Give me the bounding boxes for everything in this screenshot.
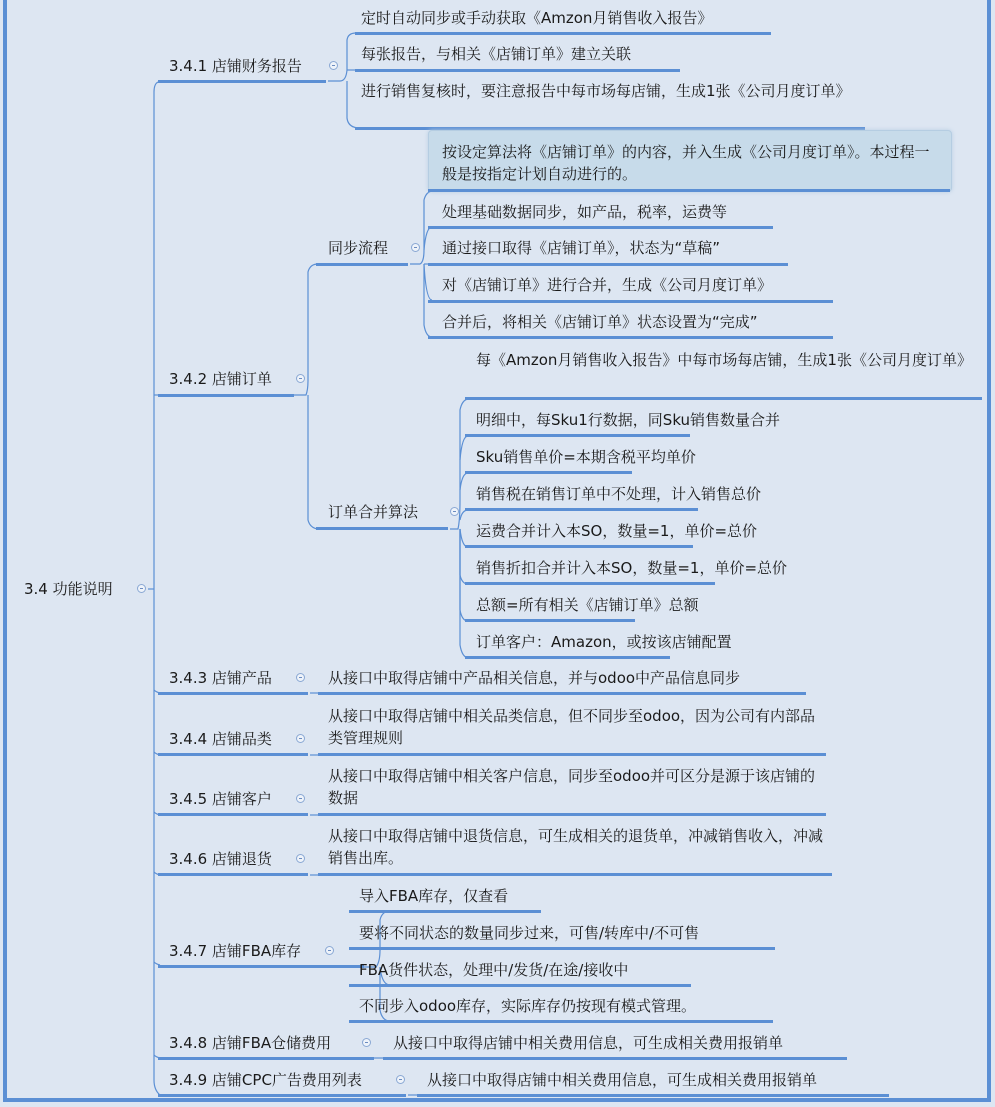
collapse-3-4-2-icon[interactable] — [296, 374, 305, 383]
underline — [355, 32, 771, 35]
subtopic-3-4-1-3[interactable]: 进行销售复核时，要注意报告中每市场每店铺，生成1张《公司月度订单》 — [361, 82, 851, 100]
underline — [465, 397, 982, 400]
merge-rule-4[interactable]: 销售税在销售订单中不处理，计入销售总价 — [476, 485, 762, 503]
underline — [318, 813, 826, 816]
collapse-3-4-1-icon[interactable] — [329, 61, 338, 70]
merge-rule-3[interactable]: Sku销售单价=本期含税平均单价 — [476, 448, 696, 466]
sync-step-2[interactable]: 通过接口取得《店铺订单》，状态为“草稿” — [442, 239, 721, 257]
merge-rule-1[interactable]: 每《Amzon月销售收入报告》中每市场每店铺，生成1张《公司月度订单》 — [476, 351, 972, 369]
merge-rule-8[interactable]: 订单客户：Amazon，或按该店铺配置 — [476, 633, 732, 651]
underline — [158, 1094, 406, 1097]
underline — [158, 1057, 374, 1060]
underline — [428, 336, 833, 339]
underline — [318, 692, 806, 695]
underline — [158, 965, 364, 968]
topic-3-4-5[interactable]: 3.4.5 店铺客户 — [169, 790, 272, 808]
topic-3-4-2[interactable]: 3.4.2 店铺订单 — [169, 370, 272, 388]
underline — [158, 813, 308, 816]
fba-item-2[interactable]: 要将不同状态的数量同步过来，可售/转库中/不可售 — [359, 924, 700, 942]
collapse-3-4-4-icon[interactable] — [296, 734, 305, 743]
underline — [465, 471, 632, 474]
topic-3-4-2-underline — [158, 394, 294, 397]
root-topic[interactable]: 3.4 功能说明 — [24, 580, 113, 598]
underline — [465, 545, 693, 548]
underline — [465, 582, 715, 585]
underline — [428, 300, 833, 303]
collapse-sync-flow-icon[interactable] — [411, 243, 420, 252]
collapse-3-4-9-icon[interactable] — [396, 1075, 405, 1084]
topic-3-4-8[interactable]: 3.4.8 店铺FBA仓储费用 — [169, 1034, 332, 1052]
collapse-3-4-3-icon[interactable] — [296, 673, 305, 682]
topic-3-4-1[interactable]: 3.4.1 店铺财务报告 — [169, 57, 302, 75]
underline — [349, 984, 691, 987]
collapse-3-4-5-icon[interactable] — [296, 794, 305, 803]
underline — [417, 1094, 889, 1097]
underline — [349, 947, 775, 950]
underline — [316, 263, 408, 266]
underline — [428, 263, 788, 266]
underline — [158, 873, 308, 876]
topic-3-4-1-underline — [158, 80, 326, 83]
topic-3-4-6[interactable]: 3.4.6 店铺退货 — [169, 850, 272, 868]
subtopic-3-4-1-2[interactable]: 每张报告，与相关《店铺订单》建立关联 — [361, 45, 632, 63]
underline — [316, 527, 448, 530]
underline — [428, 189, 950, 192]
fba-item-4[interactable]: 不同步入odoo库存，实际库存仍按现有模式管理。 — [359, 997, 697, 1015]
collapse-3-4-6-icon[interactable] — [296, 854, 305, 863]
underline — [465, 508, 698, 511]
subtopic-3-4-1-1[interactable]: 定时自动同步或手动获取《Amzon月销售收入报告》 — [361, 9, 713, 27]
collapse-3-4-7-icon[interactable] — [325, 946, 334, 955]
sync-step-1[interactable]: 处理基础数据同步，如产品，税率，运费等 — [442, 203, 728, 221]
subtopic-merge-algorithm[interactable]: 订单合并算法 — [328, 503, 419, 521]
merge-rule-5[interactable]: 运费合并计入本SO，数量=1，单价=总价 — [476, 522, 758, 540]
fba-item-3[interactable]: FBA货件状态，处理中/发货/在途/接收中 — [359, 961, 629, 979]
underline — [158, 753, 308, 756]
subtopic-3-4-5-1[interactable]: 从接口中取得店铺中相关客户信息，同步至odoo并可区分是源于该店铺的数据 — [328, 767, 816, 807]
fba-item-1[interactable]: 导入FBA库存，仅查看 — [359, 887, 509, 905]
collapse-merge-algorithm-icon[interactable] — [450, 507, 459, 516]
topic-3-4-7[interactable]: 3.4.7 店铺FBA库存 — [169, 942, 302, 960]
topic-3-4-9[interactable]: 3.4.9 店铺CPC广告费用列表 — [169, 1071, 362, 1089]
underline — [465, 434, 690, 437]
sync-flow-note: 按设定算法将《店铺订单》的内容，并入生成《公司月度订单》。本过程一般是按指定计划自动进行的。 — [442, 143, 930, 183]
underline — [465, 619, 635, 622]
subtopic-3-4-4-1[interactable]: 从接口中取得店铺中相关品类信息，但不同步至odoo，因为公司有内部品类管理规则 — [328, 707, 816, 747]
sync-step-3[interactable]: 对《店铺订单》进行合并，生成《公司月度订单》 — [442, 276, 773, 294]
collapse-3-4-8-icon[interactable] — [362, 1038, 371, 1047]
subtopic-sync-flow[interactable]: 同步流程 — [328, 239, 389, 257]
subtopic-3-4-8-1[interactable]: 从接口中取得店铺中相关费用信息，可生成相关费用报销单 — [393, 1034, 784, 1052]
sync-step-4[interactable]: 合并后，将相关《店铺订单》状态设置为“完成” — [442, 313, 758, 331]
underline — [349, 910, 541, 913]
underline — [318, 753, 826, 756]
underline — [318, 873, 832, 876]
subtopic-3-4-9-1[interactable]: 从接口中取得店铺中相关费用信息，可生成相关费用报销单 — [427, 1071, 818, 1089]
underline — [158, 692, 308, 695]
subtopic-3-4-6-1[interactable]: 从接口中取得店铺中退货信息，可生成相关的退货单，冲减销售收入，冲减销售出库。 — [328, 827, 824, 867]
merge-rule-7[interactable]: 总额=所有相关《店铺订单》总额 — [476, 596, 699, 614]
subtopic-3-4-3-1[interactable]: 从接口中取得店铺中产品相关信息，并与odoo中产品信息同步 — [328, 669, 741, 687]
underline — [355, 69, 680, 72]
underline — [383, 1057, 847, 1060]
underline — [349, 1020, 773, 1023]
underline — [428, 226, 773, 229]
merge-rule-6[interactable]: 销售折扣合并计入本SO，数量=1，单价=总价 — [476, 559, 788, 577]
underline — [465, 656, 670, 659]
topic-3-4-4[interactable]: 3.4.4 店铺品类 — [169, 730, 272, 748]
collapse-root-icon[interactable] — [137, 584, 146, 593]
topic-3-4-3[interactable]: 3.4.3 店铺产品 — [169, 669, 272, 687]
merge-rule-2[interactable]: 明细中，每Sku1行数据，同Sku销售数量合并 — [476, 411, 781, 429]
